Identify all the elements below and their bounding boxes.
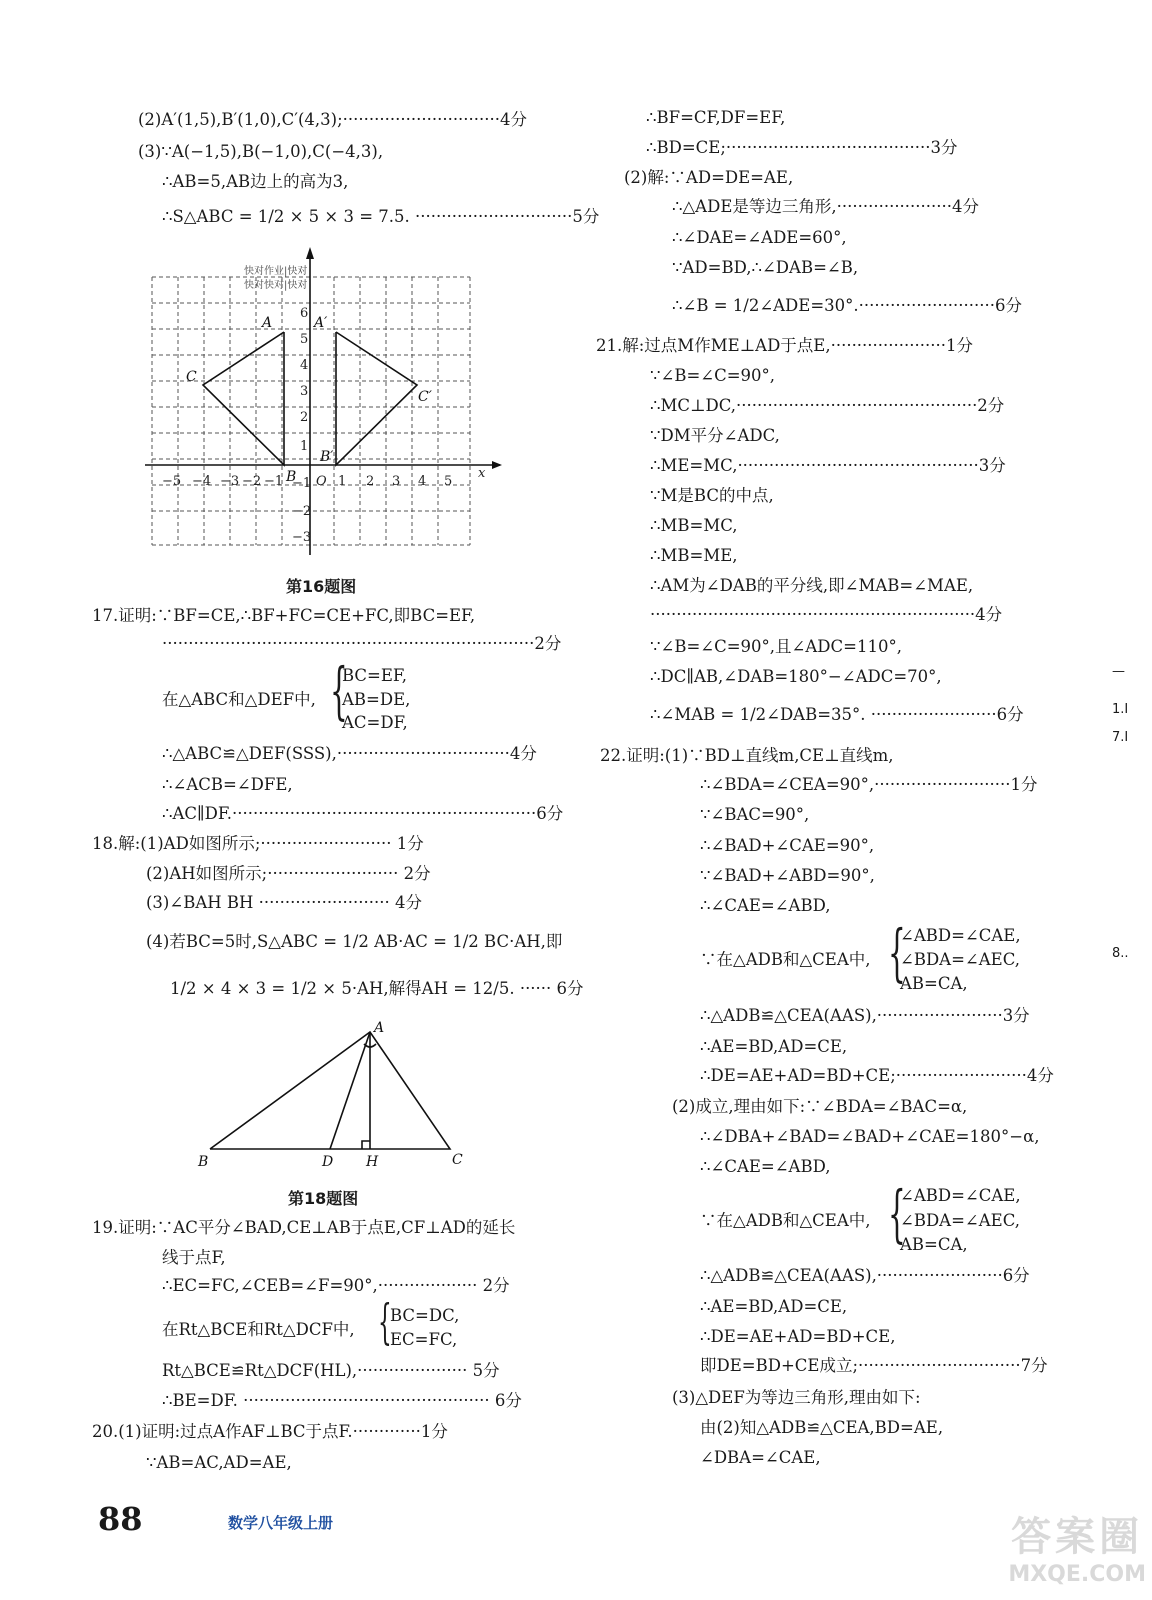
q22-line: 由(2)知△ADB≌△CEA,BD=AE, bbox=[700, 1418, 944, 1437]
figure-18-caption: 第18题图 bbox=[288, 1189, 359, 1208]
x-tick: −4 bbox=[192, 474, 212, 489]
y-tick: 6 bbox=[300, 306, 309, 321]
x-tick: 4 bbox=[418, 474, 427, 489]
q21-line: 21.解:过点M作ME⊥AD于点E,······················1分 bbox=[596, 336, 973, 355]
figure-note: 快对快对|快对 bbox=[244, 280, 308, 291]
answer-16-3c: ∴S△ABC = 1/2 × 5 × 3 = 7.5. ······························5分 bbox=[162, 207, 600, 226]
brace: { bbox=[330, 654, 348, 727]
q19-line: ∴EC=FC,∠CEB=∠F=90°,··················· 2分 bbox=[162, 1276, 510, 1295]
r-line: ∴BF=CF,DF=EF, bbox=[646, 108, 786, 127]
figure-16-caption: 第16题图 bbox=[286, 577, 357, 596]
y-tick: 2 bbox=[300, 410, 309, 425]
q21-line: ∴∠MAB = 1/2∠DAB=35°. ························6分 bbox=[650, 705, 1024, 724]
answer-16-3: (3)∵A(−1,5),B(−1,0),C(−4,3), bbox=[138, 142, 384, 161]
r-line: (2)解:∵AD=DE=AE, bbox=[624, 168, 794, 187]
watermark-url: MXQE.COM bbox=[1008, 1562, 1146, 1587]
point-label: A bbox=[262, 315, 273, 331]
x-tick: 2 bbox=[366, 474, 375, 489]
point-label: A′ bbox=[314, 315, 328, 331]
x-tick: −3 bbox=[220, 474, 240, 489]
page-number: 88 bbox=[98, 1500, 143, 1538]
q21-line: ······························································4分 bbox=[650, 605, 1003, 624]
q22-cond: ∠ABD=∠CAE, bbox=[900, 1186, 1021, 1205]
q21-line: ∵M是BC的中点, bbox=[650, 486, 774, 505]
q20-line: ∵AB=AC,AD=AE, bbox=[146, 1453, 292, 1472]
q22-line: ∠DBA=∠CAE, bbox=[700, 1448, 821, 1467]
q22-line: ∴△ADB≌△CEA(AAS),························3分 bbox=[700, 1006, 1030, 1025]
watermark bbox=[1008, 1505, 1146, 1587]
q17-line: ∴△ABC≌△DEF(SSS),·································4分 bbox=[162, 744, 537, 763]
point-label: H bbox=[366, 1154, 379, 1170]
q22-cond: AB=CA, bbox=[900, 1235, 968, 1254]
q22-line: ∴∠BDA=∠CEA=90°,··························1分 bbox=[700, 775, 1038, 794]
side-fragment: 8.. bbox=[1112, 946, 1129, 961]
q21-line: ∴MB=MC, bbox=[650, 516, 738, 535]
q21-line: ∵∠B=∠C=90°, bbox=[650, 366, 776, 385]
q17-cond: BC=EF, bbox=[342, 666, 408, 685]
figure-note: 快对作业|快对 bbox=[244, 266, 308, 277]
r-line: ∴∠DAE=∠ADE=60°, bbox=[672, 228, 847, 247]
q17-line: 17.证明:∵BF=CE,∴BF+FC=CE+FC,即BC=EF, bbox=[92, 606, 476, 625]
point-label: C bbox=[186, 369, 197, 385]
q22-cond: ∠BDA=∠AEC, bbox=[900, 950, 1020, 969]
q17-line: ·······································································2分 bbox=[162, 634, 562, 653]
q18-line: (2)AH如图所示;························· 2分 bbox=[146, 864, 431, 883]
q22-line: ∴AE=BD,AD=CE, bbox=[700, 1037, 848, 1056]
figure-16-grid bbox=[140, 245, 510, 555]
brace: { bbox=[888, 916, 906, 989]
q19-line: 线于点F, bbox=[162, 1248, 226, 1267]
y-tick: 3 bbox=[300, 384, 309, 399]
q18-line: (3)∠BAH BH ························· 4分 bbox=[146, 893, 422, 912]
q19-cond: EC=FC, bbox=[390, 1330, 458, 1349]
answer-16-2: (2)A′(1,5),B′(1,0),C′(4,3);······························4分 bbox=[138, 110, 528, 129]
q17-cond: AB=DE, bbox=[342, 690, 411, 709]
q21-line: ∵DM平分∠ADC, bbox=[650, 426, 780, 445]
q20-line: 20.(1)证明:过点A作AF⊥BC于点F.·············1分 bbox=[92, 1422, 448, 1441]
x-tick: −5 bbox=[162, 474, 182, 489]
q22-line: ∴△ADB≌△CEA(AAS),························6分 bbox=[700, 1266, 1030, 1285]
y-tick: 1 bbox=[300, 439, 309, 454]
q17-line: 在△ABC和△DEF中, bbox=[162, 690, 316, 709]
q22-line: ∵在△ADB和△CEA中, bbox=[700, 1211, 871, 1230]
answer-16-3b: ∴AB=5,AB边上的高为3, bbox=[162, 172, 349, 191]
q21-line: ∴ME=MC,··············································3分 bbox=[650, 456, 1006, 475]
side-fragment: 1.I bbox=[1112, 702, 1129, 717]
book-title: 数学八年级上册 bbox=[228, 1514, 334, 1532]
q22-cond: AB=CA, bbox=[900, 974, 968, 993]
q22-line: ∴∠DBA+∠BAD=∠BAD+∠CAE=180°−α, bbox=[700, 1127, 1040, 1146]
watermark-title: 答案圈 bbox=[1011, 1514, 1144, 1560]
y-tick: −2 bbox=[292, 504, 312, 519]
r-line: ∴BD=CE;·······································3分 bbox=[646, 138, 958, 157]
q22-line: ∵∠BAD+∠ABD=90°, bbox=[700, 866, 875, 885]
q22-line: ∴∠BAD+∠CAE=90°, bbox=[700, 836, 875, 855]
q21-line: ∴MC⊥DC,··············································2分 bbox=[650, 396, 1005, 415]
q19-line: 19.证明:∵AC平分∠BAD,CE⊥AB于点E,CF⊥AD的延长 bbox=[92, 1218, 516, 1237]
y-tick: −1 bbox=[292, 476, 312, 491]
r-line: ∵AD=BD,∴∠DAB=∠B, bbox=[672, 258, 859, 277]
side-fragment: — bbox=[1112, 664, 1125, 679]
q22-line: ∴DE=AE+AD=BD+CE;·························4分 bbox=[700, 1066, 1054, 1085]
r-line: ∴△ADE是等边三角形,······················4分 bbox=[672, 197, 980, 216]
point-label: D bbox=[322, 1154, 334, 1170]
q22-line: (3)△DEF为等边三角形,理由如下: bbox=[672, 1388, 921, 1407]
q22-line: 22.证明:(1)∵BD⊥直线m,CE⊥直线m, bbox=[600, 746, 894, 765]
q22-line: ∵∠BAC=90°, bbox=[700, 805, 810, 824]
point-label: B bbox=[286, 469, 297, 485]
point-label: C bbox=[452, 1152, 463, 1168]
q22-line: ∴∠CAE=∠ABD, bbox=[700, 896, 831, 915]
q18-line: 18.解:(1)AD如图所示;························· 1分 bbox=[92, 834, 424, 853]
y-tick: 4 bbox=[300, 358, 309, 373]
q18-line: 1/2 × 4 × 3 = 1/2 × 5·AH,解得AH = 12/5. ······ 6分 bbox=[170, 979, 584, 998]
r-line: ∴∠B = 1/2∠ADE=30°.··························6分 bbox=[672, 296, 1023, 315]
q21-line: ∴DC∥AB,∠DAB=180°−∠ADC=70°, bbox=[650, 667, 942, 686]
q22-line: 即DE=BD+CE成立;·······························7分 bbox=[700, 1356, 1048, 1375]
q21-line: ∴AM为∠DAB的平分线,即∠MAB=∠MAE, bbox=[650, 576, 974, 595]
point-label: C′ bbox=[418, 389, 432, 405]
origin-label: O bbox=[316, 474, 327, 489]
brace: { bbox=[378, 1294, 392, 1350]
q19-line: 在Rt△BCE和Rt△DCF中, bbox=[162, 1320, 355, 1339]
x-tick: 1 bbox=[338, 474, 347, 489]
q22-line: ∴DE=AE+AD=BD+CE, bbox=[700, 1327, 896, 1346]
q17-line: ∴∠ACB=∠DFE, bbox=[162, 775, 293, 794]
q22-cond: ∠ABD=∠CAE, bbox=[900, 926, 1021, 945]
q19-line: Rt△BCE≌Rt△DCF(HL),····················· 5分 bbox=[162, 1361, 500, 1380]
x-tick: −2 bbox=[242, 474, 262, 489]
x-axis-label: x bbox=[478, 466, 486, 481]
q22-line: ∴AE=BD,AD=CE, bbox=[700, 1297, 848, 1316]
point-label: A bbox=[374, 1020, 385, 1036]
x-tick: 5 bbox=[444, 474, 453, 489]
q22-cond: ∠BDA=∠AEC, bbox=[900, 1211, 1020, 1230]
x-tick: −1 bbox=[264, 474, 284, 489]
q22-line: (2)成立,理由如下:∵∠BDA=∠BAC=α, bbox=[672, 1097, 968, 1116]
q18-line: (4)若BC=5时,S△ABC = 1/2 AB·AC = 1/2 BC·AH,即 bbox=[146, 932, 563, 951]
q19-line: ∴BE=DF. ··············································· 6分 bbox=[162, 1391, 522, 1410]
x-tick: 3 bbox=[392, 474, 401, 489]
q17-cond: AC=DF, bbox=[342, 713, 408, 732]
y-tick: −3 bbox=[292, 530, 312, 545]
q19-cond: BC=DC, bbox=[390, 1306, 460, 1325]
q17-line: ∴AC∥DF.··························································6分 bbox=[162, 804, 564, 823]
figure-18-triangle bbox=[190, 1018, 480, 1178]
side-fragment: 7.I bbox=[1112, 730, 1129, 745]
q21-line: ∵∠B=∠C=90°,且∠ADC=110°, bbox=[650, 637, 902, 656]
q21-line: ∴MB=ME, bbox=[650, 546, 738, 565]
y-tick: 5 bbox=[300, 332, 309, 347]
point-label: B bbox=[198, 1154, 209, 1170]
q22-line: ∴∠CAE=∠ABD, bbox=[700, 1157, 831, 1176]
brace: { bbox=[888, 1177, 906, 1250]
point-label: B′ bbox=[320, 449, 334, 465]
q22-line: ∵在△ADB和△CEA中, bbox=[700, 950, 871, 969]
